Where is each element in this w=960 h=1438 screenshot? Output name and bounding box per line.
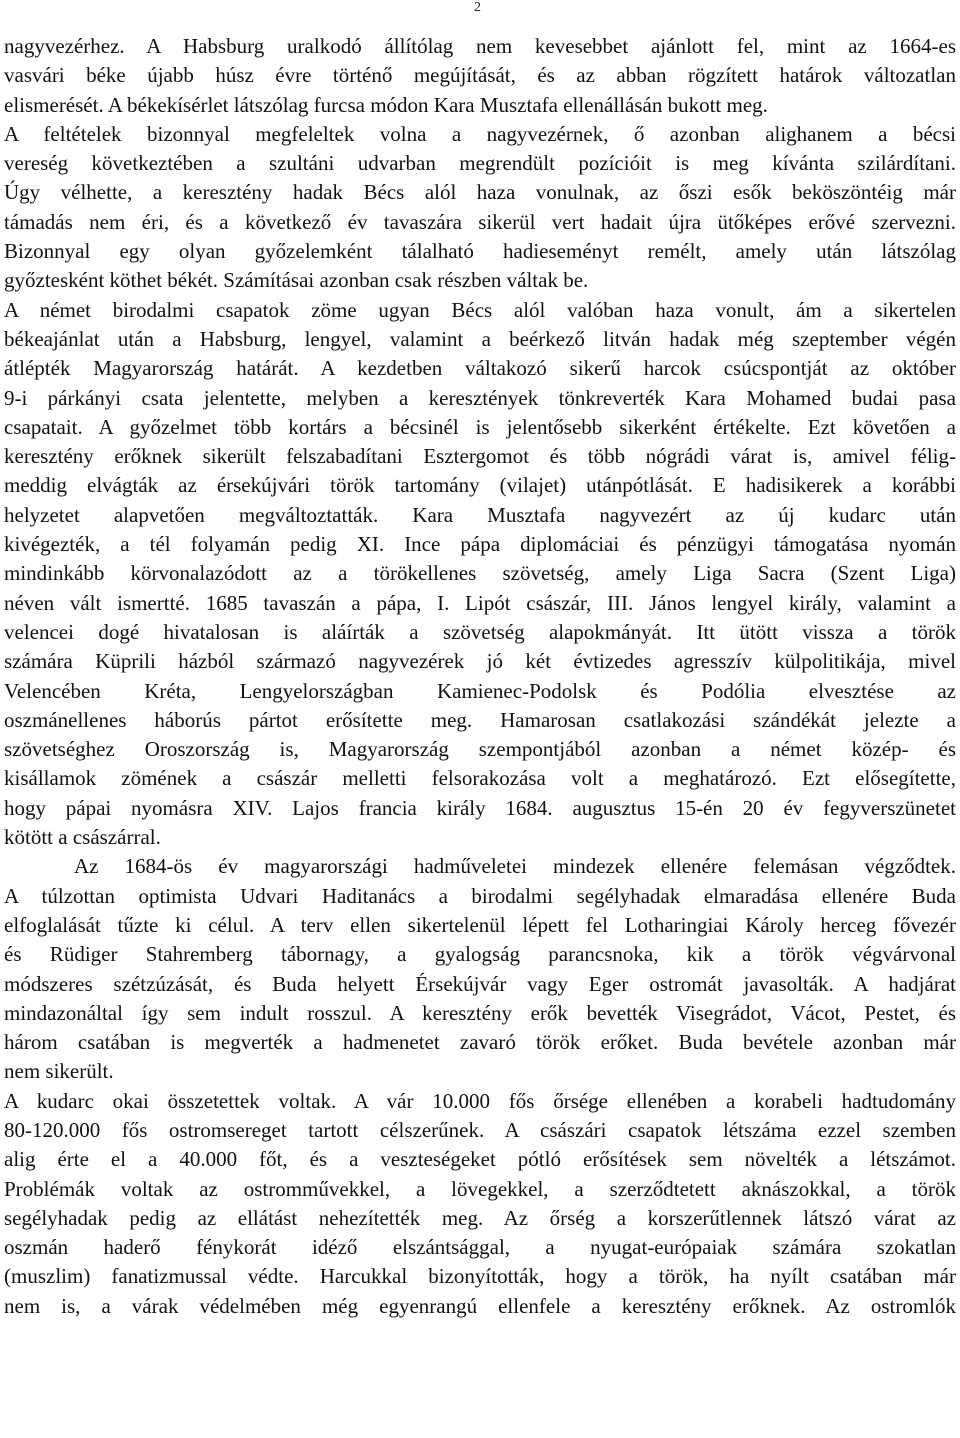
text-line: kivégezték, a tél folyamán pedig XI. Ince pápa diplomáciai és pénzügyi támogatása nyomán: [4, 532, 956, 557]
text-line: és Rüdiger Stahremberg tábornagy, a gyalogság parancsnoka, kik a török végvárvonal: [4, 942, 956, 967]
text-line: három csatában is megverték a hadmenetet zavaró török erőket. Buda bevétele azonban már: [4, 1030, 956, 1055]
text-line: támadás nem éri, és a következő év tavaszára sikerül vert hadait újra ütőképes erővé szervezni.: [4, 209, 956, 234]
text-line: A túlzottan optimista Udvari Haditanács a birodalmi segélyhadak elmaradása ellenére Buda: [4, 883, 956, 908]
text-line: nagyvezérhez. A Habsburg uralkodó állítólag nem kevesebbet ajánlott fel, mint az 1664-es: [4, 34, 956, 58]
text-line: Velencében Kréta, Lengyelországban Kamienec-Podolsk és Podólia elvesztése az: [4, 678, 956, 703]
text-line: nem sikerült.: [4, 1059, 114, 1084]
text-line: A német birodalmi csapatok zöme ugyan Bécs alól valóban haza vonult, ám a sikertelen: [4, 297, 956, 322]
text-line: Az 1684-ös év magyarországi hadműveletei mindezek ellenére felemásan végződtek.: [74, 854, 956, 879]
text-line: csapatait. A győzelmet több kortárs a bécsinél is jelentősebb sikerként értékelte. Ezt követően a: [4, 414, 956, 439]
text-line: 9-i párkányi csata jelentette, melyben a keresztények tönkreverték Kara Mohamed budai pasa: [4, 385, 956, 410]
text-line: oszmán haderő fénykorát idéző elszántsággal, a nyugat-európaiak számára szokatlan: [4, 1235, 956, 1260]
text-line: alig érte el a 40.000 főt, és a veszteségeket pótló erősítések sem növelték a létszámot.: [4, 1147, 956, 1172]
text-line: A feltételek bizonnyal megfeleltek volna a nagyvezérnek, ő azonban alighanem a bécsi: [4, 121, 956, 146]
text-line: meddig elvágták az érsekújvári török tartomány (vilajet) utánpótlását. E hadisikerek a korábbi: [4, 473, 956, 498]
text-line: 80-120.000 fős ostromsereget tartott célszerűnek. A császári csapatok létszáma ezzel szemben: [4, 1117, 956, 1142]
text-line: számára Küprili házból származó nagyvezérek jó két évtizedes agresszív külpolitikája, mivel: [4, 649, 956, 674]
text-line: szövetséghez Oroszország is, Magyarország szempontjából azonban a német közép- és: [4, 737, 956, 762]
body-text: [0, 32, 960, 1321]
text-line: győztesként köthet békét. Számításai azonban csak részben váltak be.: [4, 268, 589, 293]
text-line: kisállamok zömének a császár melletti felsorakozása volt a meghatározó. Ezt elősegítette,: [4, 766, 956, 791]
text-line: mindinkább körvonalazódott az a törökellenes szövetség, amely Liga Sacra (Szent Liga): [4, 561, 956, 586]
page-number: 2: [474, 0, 481, 15]
text-line: segélyhadak pedig az ellátást nehezítették meg. Az őrség a korszerűtlennek látszó várat az: [4, 1205, 956, 1230]
text-line: békeajánlat után a Habsburg, lengyel, valamint a beérkező litván hadak még szeptember végén: [4, 326, 956, 351]
text-line: módszeres szétzúzását, és Buda helyett Érsekújvár vagy Eger ostromát javasolták. A hadjárat: [4, 971, 956, 996]
text-line: hogy pápai nyomásra XIV. Lajos francia király 1684. augusztus 15-én 20 év fegyverszünetet: [4, 795, 956, 820]
text-line: helyzetet alapvetően megváltoztatták. Kara Musztafa nagyvezért az új kudarc után: [4, 502, 956, 527]
text-line: elismerését. A békekísérlet látszólag furcsa módon Kara Musztafa ellenállásán bukott meg.: [4, 92, 768, 117]
text-line: Úgy vélhette, a keresztény hadak Bécs alól haza vonulnak, az őszi esők beköszöntéig már: [4, 180, 956, 205]
text-line: elfoglalását tűzte ki célul. A terv ellen sikertelenül lépett fel Lotharingiai Károly herceg fővezér: [4, 912, 956, 937]
text-line: (muszlim) fanatizmussal védte. Harcukkal bizonyították, hogy a török, ha nyílt csatában már: [4, 1264, 956, 1289]
text-line: mindazonáltal így sem indult rosszul. A keresztény erők bevették Visegrádot, Vácot, Pestet, és: [4, 1000, 956, 1025]
text-line: átlépték Magyarország határát. A kezdetben váltakozó sikerű harcok csúcspontját az október: [4, 356, 956, 381]
text-line: A kudarc okai összetettek voltak. A vár 10.000 fős őrsége ellenében a korabeli hadtudomány: [4, 1088, 956, 1113]
text-line: nem is, a várak védelmében még egyenrangú ellenfele a keresztény erőknek. Az ostromlók: [4, 1293, 956, 1318]
text-line: kötött a császárral.: [4, 825, 161, 850]
text-line: velencei dogé hivatalosan is aláírták a szövetség alapokmányát. Itt ütött vissza a török: [4, 619, 956, 644]
text-line: oszmánellenes háborús pártot erősítette meg. Hamarosan csatlakozási szándékát jelezte a: [4, 707, 956, 732]
text-line: keresztény erőknek sikerült felszabadítani Esztergomot és több nógrádi várat is, amivel félig-: [4, 444, 956, 469]
text-line: néven vált ismertté. 1685 tavaszán a pápa, I. Lipót császár, III. János lengyel király, valamint a: [4, 590, 956, 615]
text-line: vasvári béke újabb húsz évre történő megújítását, és az abban rögzített határok változatlan: [4, 63, 956, 88]
text-line: Problémák voltak az ostromművekkel, a lövegekkel, a szerződtetett aknászokkal, a török: [4, 1176, 956, 1201]
text-line: vereség következtében a szultáni udvarban megrendült pozícióit is meg kívánta szilárdítani.: [4, 151, 956, 176]
text-line: Bizonnyal egy olyan győzelemként tálalható hadieseményt remélt, amely után látszólag: [4, 239, 956, 264]
